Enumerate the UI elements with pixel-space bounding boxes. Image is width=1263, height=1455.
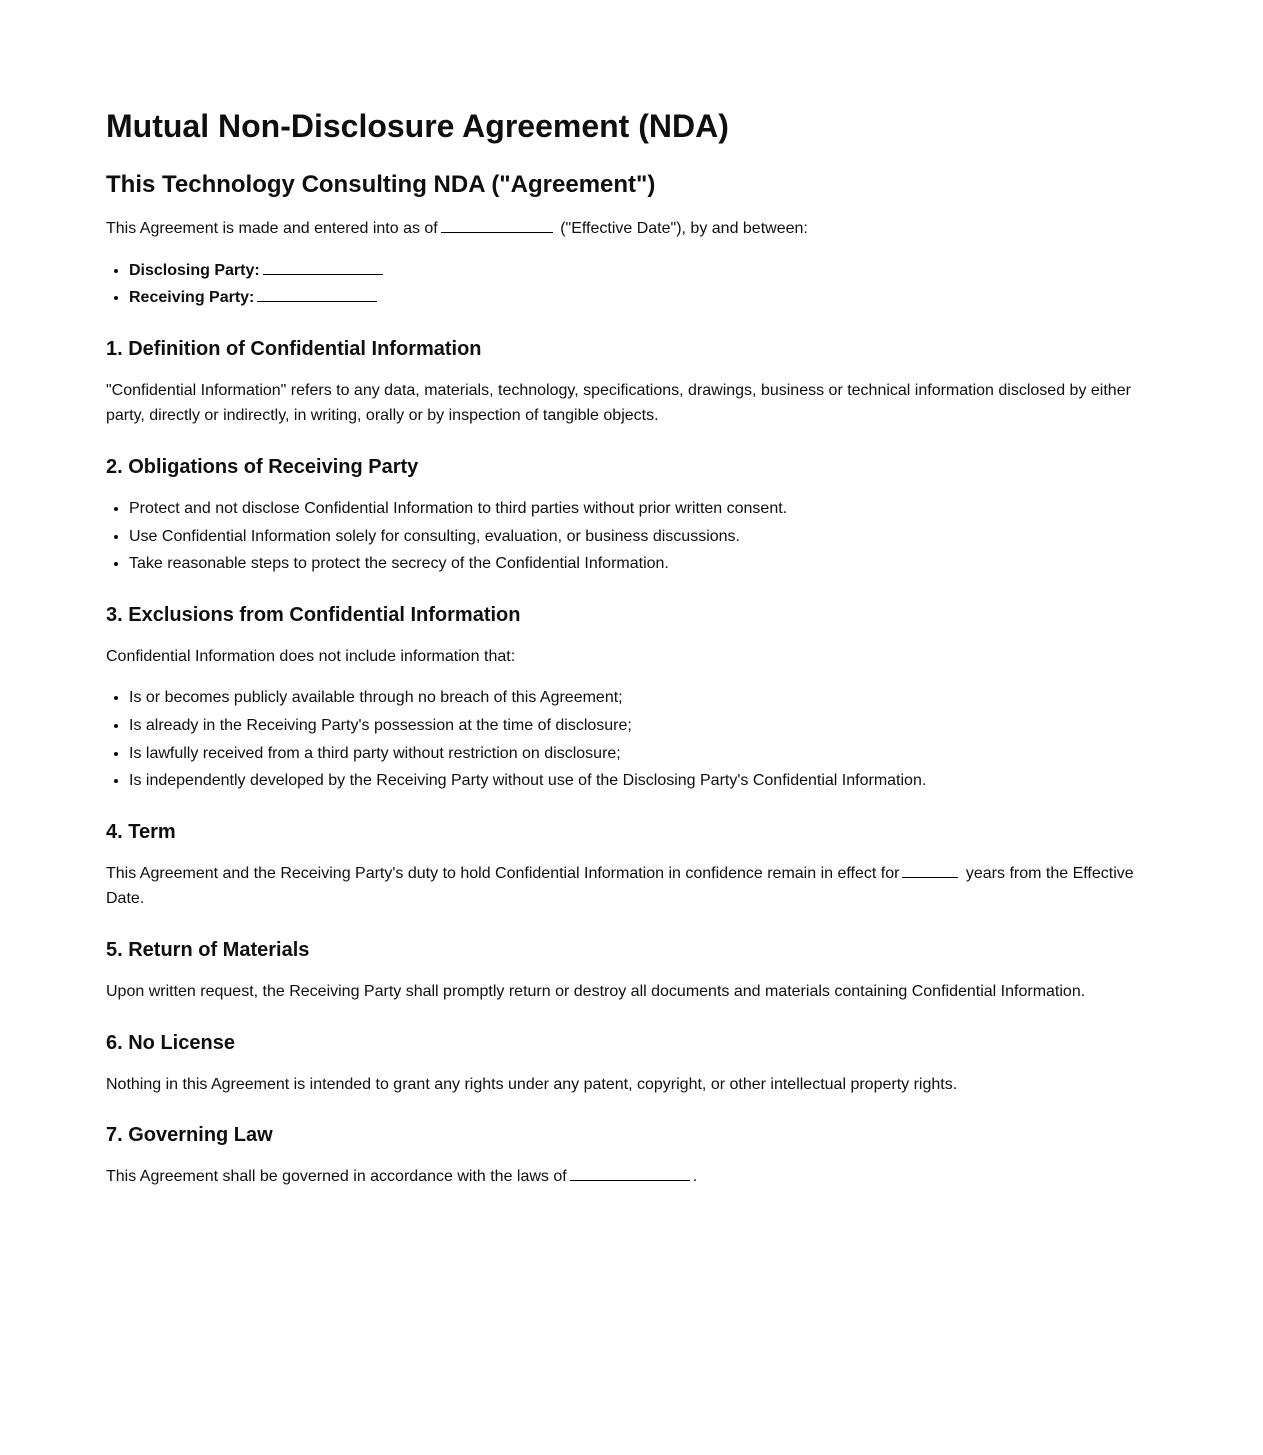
list-item: • Protect and not disclose Confidential Information to third parties without prior written consent.	[129, 496, 1136, 522]
list-item: • Use Confidential Information solely for consulting, evaluation, or business discussions.	[129, 524, 1136, 550]
law-text-before: This Agreement shall be governed in accordance with the laws of	[106, 1168, 567, 1186]
list-item: • Is already in the Receiving Party's possession at the time of disclosure;	[129, 713, 1136, 739]
obligations-list	[106, 496, 1136, 577]
document-subtitle: This Technology Consulting NDA ("Agreement")	[106, 171, 656, 198]
receiving-party-label: Receiving Party:	[129, 289, 255, 307]
receiving-party-blank	[257, 289, 377, 303]
term-text-before: This Agreement and the Receiving Party's duty to hold Confidential Information in confidence remain in effect for	[106, 864, 900, 882]
exclusions-list	[106, 685, 1136, 793]
list-item-disclosing-party	[129, 258, 1136, 284]
section-body-governing-law	[106, 1164, 1136, 1190]
section-heading-term: 4. Term	[106, 820, 176, 843]
section-heading-definition: 1. Definition of Confidential Information	[106, 337, 482, 360]
intro-text-before: This Agreement is made and entered into as of	[106, 220, 438, 237]
section-body-no-license: Nothing in this Agreement is intended to grant any rights under any patent, copyright, or other intellectual property rights.	[106, 1075, 958, 1093]
section-body-definition: "Confidential Information" refers to any data, materials, technology, specifications, drawings, business or technical information disclosed by either party, directly or indirectly, in writing, orally or by inspection of tangible objects.	[106, 381, 1131, 425]
disclosing-party-blank	[263, 261, 383, 275]
section-heading-obligations: 2. Obligations of Receiving Party	[106, 455, 419, 478]
section-heading-governing-law: 7. Governing Law	[106, 1124, 273, 1147]
list-item-receiving-party	[129, 285, 1136, 311]
list-item: • Take reasonable steps to protect the secrecy of the Confidential Information.	[129, 551, 1136, 577]
term-years-blank	[902, 864, 958, 878]
law-text-after: .	[692, 1168, 698, 1186]
effective-date-blank	[441, 219, 553, 233]
list-item: • Is or becomes publicly available through no breach of this Agreement;	[129, 685, 1136, 711]
term-text-after: years from the Effective Date.	[106, 864, 1134, 908]
section-heading-return-of-materials: 5. Return of Materials	[106, 938, 310, 961]
section-body-term	[106, 861, 1136, 912]
disclosing-party-label: Disclosing Party:	[129, 261, 260, 279]
governing-law-blank	[570, 1168, 690, 1182]
list-item: • Is lawfully received from a third party without restriction on disclosure;	[129, 741, 1136, 767]
section-heading-exclusions: 3. Exclusions from Confidential Information	[106, 603, 521, 626]
list-item: • Is independently developed by the Receiving Party without use of the Disclosing Party's Confidential Information.	[129, 768, 1136, 794]
intro-paragraph	[106, 216, 1136, 242]
section-body-return-of-materials: Upon written request, the Receiving Party shall promptly return or destroy all documents and materials containing Confidential Information.	[106, 982, 1086, 1000]
document-title: Mutual Non-Disclosure Agreement (NDA)	[106, 108, 729, 144]
exclusions-intro: Confidential Information does not include information that:	[106, 647, 516, 665]
section-heading-no-license: 6. No License	[106, 1031, 235, 1054]
intro-text-after: ("Effective Date"), by and between:	[560, 220, 808, 237]
parties-list	[106, 258, 1136, 311]
